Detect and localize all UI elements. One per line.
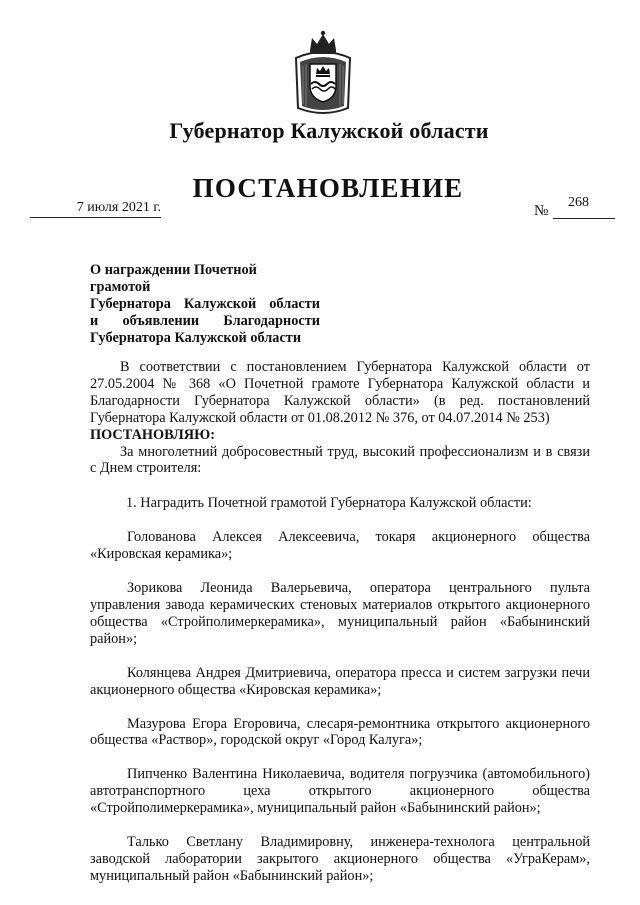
number-underline — [553, 218, 615, 219]
awardee-paragraph: Талько Светлану Владимировну, инженера-технолога центральной заводской лаборатории закрытого акционерного общества «УграКерам», муниципальный район «Бабынинский район»; — [90, 834, 590, 884]
subject-line: Губернатора Калужской области — [90, 330, 302, 346]
awardee-paragraph: Голованова Алексея Алексеевича, токаря акционерного общества «Кировская керамика»; — [90, 529, 590, 563]
document-date: 7 июля 2021 г. — [30, 200, 161, 218]
document-subject — [90, 262, 320, 347]
subject-line: О награждении Почетной грамотой — [90, 262, 257, 295]
document-type-title: ПОСТАНОВЛЕНИЕ — [192, 173, 464, 203]
awardee-paragraph: Зорикова Леонида Валерьевича, оператора центрального пульта управления завода керамических стеновых материалов открытого акционерного общества «Стройполимеркерамика», муниципальный район «Бабынинский район»; — [90, 580, 590, 647]
issuing-authority: Губернатор Калужской области — [169, 118, 489, 143]
reason-paragraph: За многолетний добросовестный труд, высокий профессионализм и в связи с Днем строителя: — [90, 443, 590, 477]
item-1-title: 1. Наградить Почетной грамотой Губернатора Калужской области: — [126, 495, 532, 512]
subject-line: Губернатора Калужской области — [90, 296, 320, 312]
awardee-paragraph: Мазурова Егора Егоровича, слесаря-ремонтника открытого акционерного общества «Раствор», городской округ «Город Калуга»; — [90, 715, 590, 749]
number-sign: № — [534, 203, 549, 219]
awardee-paragraph: Пипченко Валентина Николаевича, водителя погрузчика (автомобильного) автотранспортного цеха открытого акционерного общества «Стройполимеркерамика», муниципальный район «Бабынинский район»; — [90, 766, 590, 817]
document-number: 268 — [568, 195, 589, 210]
coat-of-arms-icon — [290, 28, 356, 116]
document-body — [90, 359, 590, 885]
preamble-paragraph: В соответствии с постановлением Губернатора Калужской области от 27.05.2004 № 368 «О Почетной грамоте Губернатора Калужской области и Благодарности Губернатора Калужской области» (в ред. постановлений Губернатора Калужской области от 01.08.2012 № 376, от 04.07.2014 № 253) — [90, 359, 590, 426]
awardee-paragraph: Колянцева Андрея Дмитриевича, оператора пресса и систем загрузки печи акционерного общества «Кировская керамика»; — [90, 664, 590, 698]
subject-line: и объявлении Благодарности — [90, 313, 320, 329]
decree-word: ПОСТАНОВЛЯЮ: — [90, 426, 215, 443]
